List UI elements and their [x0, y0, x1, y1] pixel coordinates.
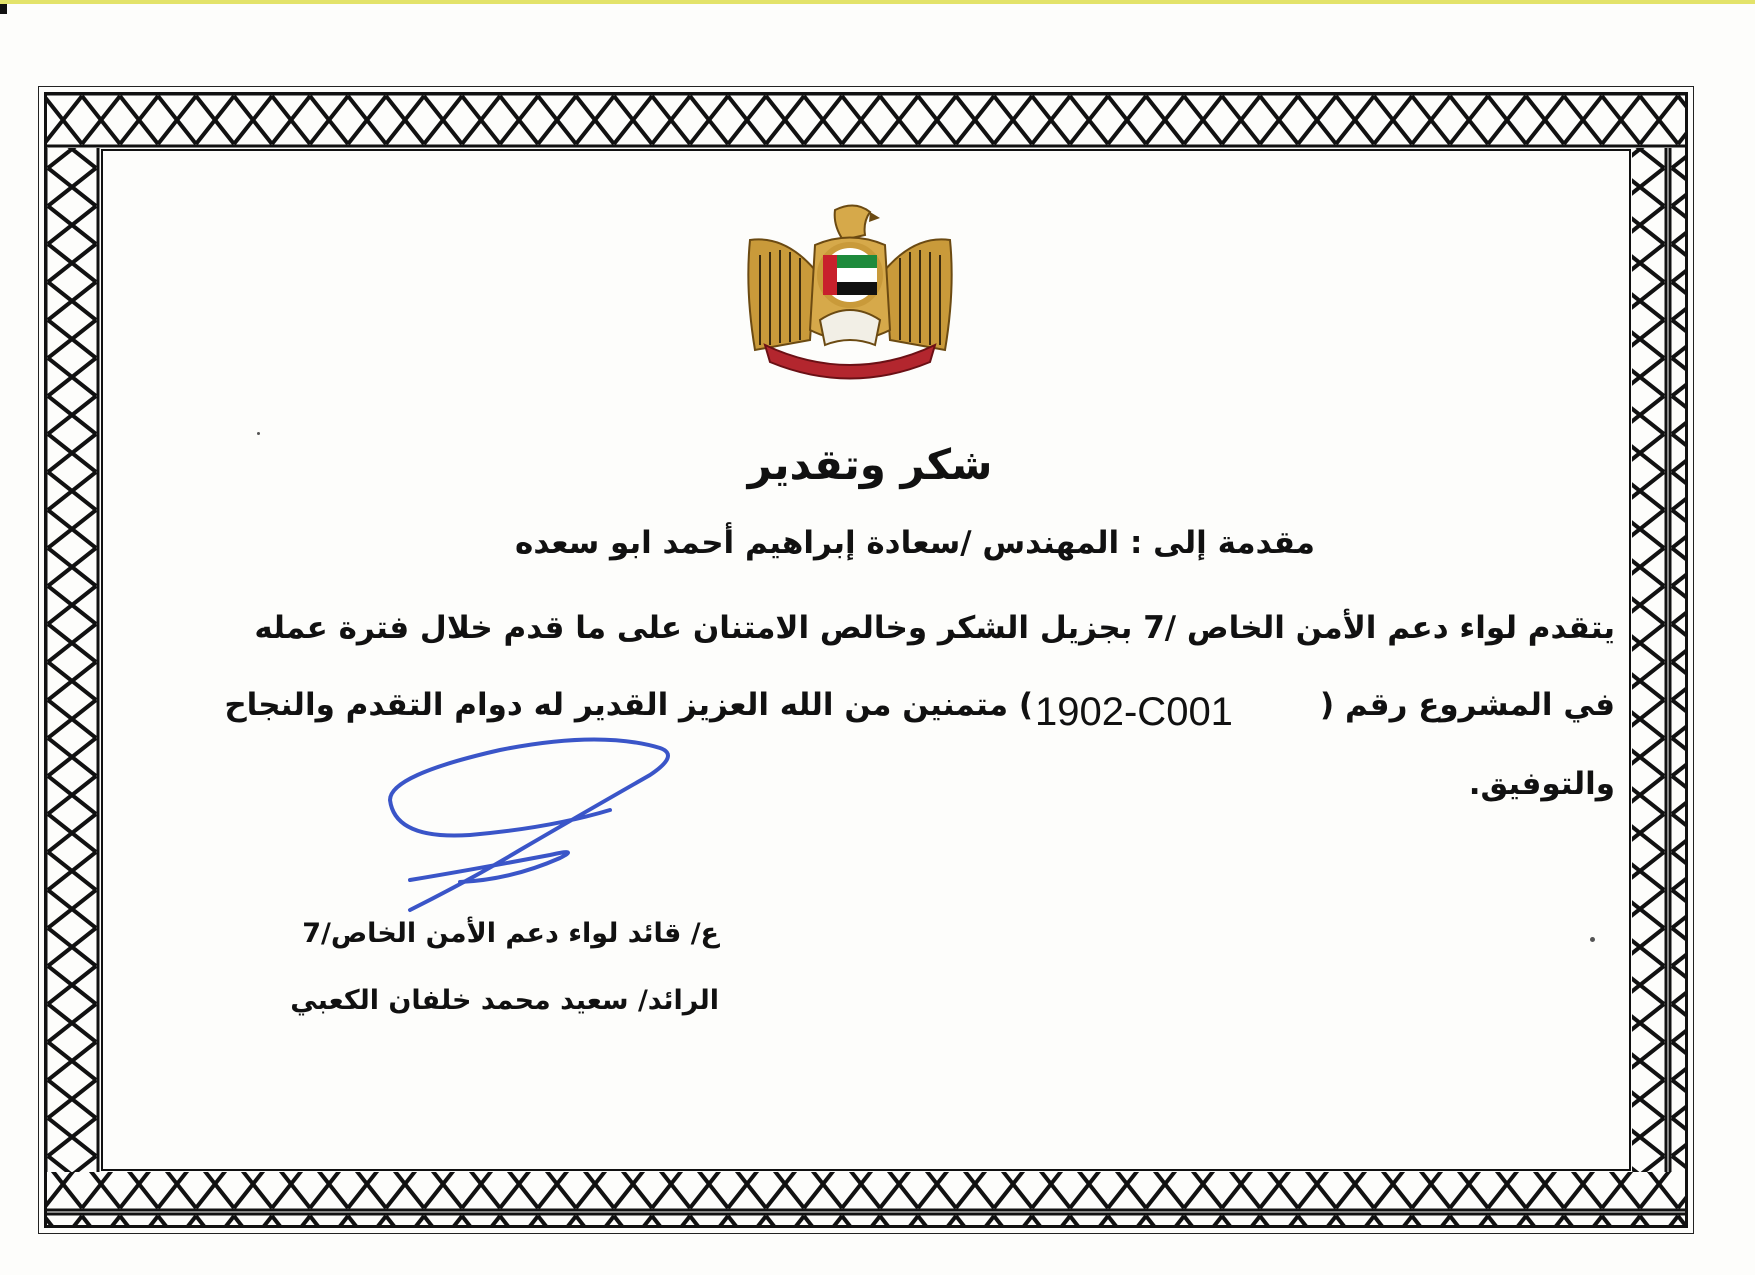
uae-falcon-emblem-icon [735, 200, 965, 380]
body-line-1: يتقدم لواء دعم الأمن الخاص /7 بجزيل الشكر وخالص الامتنان على ما قدم خلال فترة عمله [254, 610, 1615, 646]
certificate-title: شكر وتقدير [747, 440, 993, 489]
scan-speck [257, 432, 260, 435]
project-number: 1902-C001 [1035, 690, 1233, 734]
signatory-name: الرائد/ سعيد محمد خلفان الكعبي [290, 985, 719, 1016]
scan-edge [0, 0, 1755, 4]
body-line-2-end: ) متمنين من الله العزيز القدير له دوام التقدم والنجاح [224, 687, 1033, 723]
scan-mark [0, 4, 7, 14]
handwritten-signature [350, 730, 690, 920]
body-line-2-start: في المشروع رقم ( [1320, 687, 1615, 723]
scan-speck [1590, 937, 1595, 942]
body-line-3: والتوفيق. [1468, 766, 1615, 802]
presented-to-line: مقدمة إلى : المهندس /سعادة إبراهيم أحمد ابو سعده [515, 525, 1315, 561]
signatory-title: ع/ قائد لواء دعم الأمن الخاص/7 [302, 918, 719, 949]
